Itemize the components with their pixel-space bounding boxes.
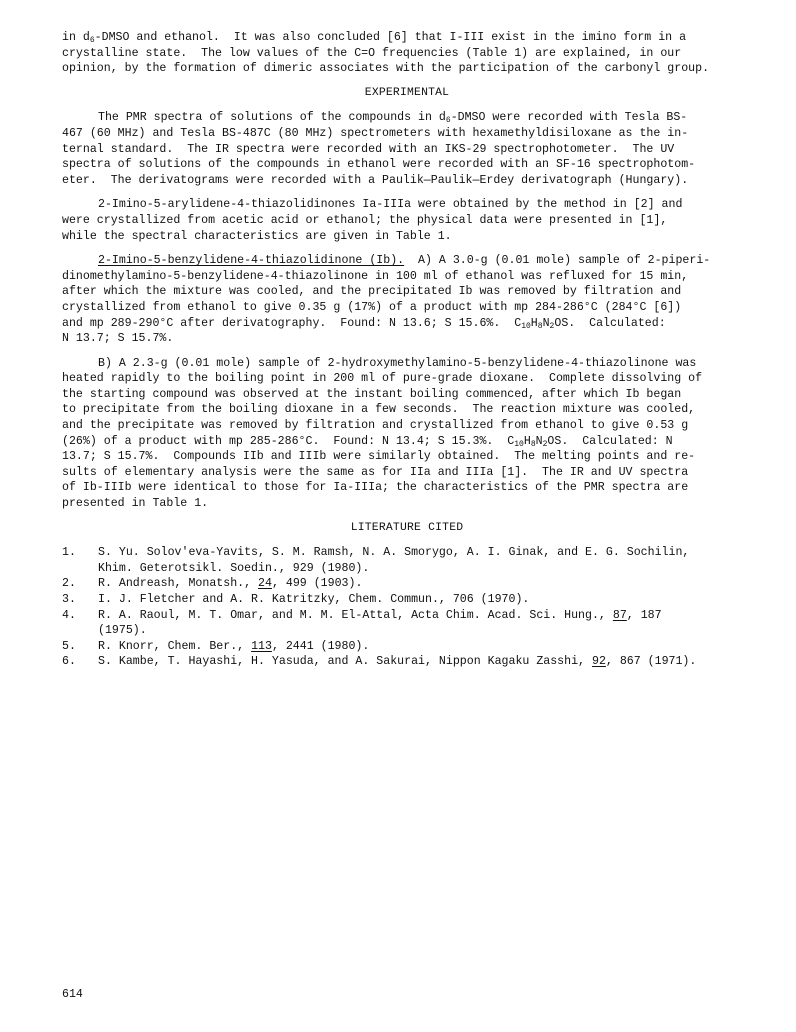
paragraph-line: and the precipitate was removed by filtration and crystallized from ethanol to give 0.53 g — [62, 419, 689, 433]
literature-heading: LITERATURE CITED — [350, 521, 464, 534]
reference-item: 1. S. Yu. Solov'eva-Yavits, S. M. Ramsh, N. A. Smorygo, A. I. Ginak, and E. G. Sochilin, — [62, 546, 690, 560]
paragraph-line: crystallized from ethanol to give 0.35 g (17%) of a product with mp 284-286°C (284°C [6]) — [62, 300, 682, 314]
paragraph-line: while the spectral characteristics are given in Table 1. — [62, 229, 452, 243]
paragraph-line: 467 (60 MHz) and Tesla BS-487C (80 MHz) spectrometers with hexamethyldisiloxane as the in- — [62, 126, 689, 140]
paragraph-line: dinomethylamino-5-benzylidene-4-thiazolinone in 100 ml of ethanol was refluxed for 15 min, — [62, 269, 689, 283]
paragraph-line: B) A 2.3-g (0.01 mole) sample of 2-hydroxymethylamino-5-benzylidene-4-thiazolinone was — [98, 356, 697, 370]
reference-item: 4. R. A. Raoul, M. T. Omar, and M. M. El-Attal, Acta Chim. Acad. Sci. Hung., 87, 187 — [62, 608, 662, 622]
reference-item-continued: Khim. Geterotsikl. Soedin., 929 (1980). — [98, 561, 370, 575]
paragraph-line: the starting compound was observed at the instant boiling commenced, after which Ib began — [62, 387, 682, 401]
reference-item: 2. R. Andreash, Monatsh., 24, 499 (1903). — [62, 577, 363, 591]
paragraph-line: N 13.7; S 15.7%. — [62, 332, 174, 346]
paragraph-line: 2-Imino-5-arylidene-4-thiazolidinones Ia-IIIa were obtained by the method in [2] and — [98, 198, 683, 212]
intro-line-3: opinion, by the formation of dimeric associates with the participation of the carbonyl group. — [62, 62, 710, 76]
page-body — [62, 30, 752, 670]
paragraph-line: of Ib-IIIb were identical to those for Ia-IIIa; the characteristics of the PMR spectra are — [62, 481, 689, 495]
paragraph-line: The PMR spectra of solutions of the compounds in $d_6$-DMSO were recorded with Tesla BS- — [98, 111, 688, 126]
paragraph-line: after which the mixture was cooled, and the precipitated Ib was removed by filtration and — [62, 285, 682, 299]
page-number: 614 — [62, 988, 83, 1001]
paragraph-line: were crystallized from acetic acid or ethanol; the physical data were presented in [1], — [62, 213, 668, 227]
intro-line-2: crystalline state. The low values of the C=O frequencies (Table 1) are explained, in our — [62, 46, 682, 60]
paragraph-line: sults of elementary analysis were the same as for IIa and IIIa [1]. The IR and UV spectra — [62, 465, 689, 479]
paragraph-line: presented in Table 1. — [62, 497, 209, 511]
reference-item: 6. S. Kambe, T. Hayashi, H. Yasuda, and A. Sakurai, Nippon Kagaku Zasshi, 92, 867 (1971). — [62, 655, 697, 669]
paragraph-line: spectra of solutions of the compounds in ethanol were recorded with an SF-16 spectrophotom- — [62, 158, 696, 172]
experimental-heading: EXPERIMENTAL — [364, 86, 450, 99]
paragraph-line: 2-Imino-5-benzylidene-4-thiazolidinone (Ib). A) A 3.0-g (0.01 mole) sample of 2-piperi- — [98, 254, 711, 268]
paragraph-line: ternal standard. The IR spectra were recorded with an IKS-29 spectrophotometer. The UV — [62, 142, 675, 156]
paragraph-line: to precipitate from the boiling dioxane in a few seconds. The reaction mixture was cooled, — [62, 403, 696, 417]
paragraph-line: heated rapidly to the boiling point in 200 ml of pure-grade dioxane. Complete dissolving of — [62, 372, 703, 386]
paragraph-line: eter. The derivatograms were recorded with a Paulik—Paulik—Erdey derivatograph (Hungary). — [62, 173, 689, 187]
paragraph-line: (26%) of a product with mp 285-286°C. Found: N 13.4; S 15.3%. $C_{10}H_8N_2OS$. Calculated: N — [62, 434, 673, 449]
reference-item: 5. R. Knorr, Chem. Ber., 113, 2441 (1980). — [62, 639, 370, 653]
reference-item: 3. I. J. Fletcher and A. R. Katritzky, Chem. Commun., 706 (1970). — [62, 593, 530, 606]
reference-list — [62, 545, 752, 670]
intro-line-1: in $d_6$-DMSO and ethanol. It was also concluded [6] that I-III exist in the imino form in a — [62, 31, 687, 45]
reference-item-continued: (1975). — [98, 624, 147, 638]
paragraph-line: 13.7; S 15.7%. Compounds IIb and IIIb were similarly obtained. The melting points and re- — [62, 450, 696, 464]
compound-title: 2-Imino-5-benzylidene-4-thiazolidinone (Ib). — [98, 254, 405, 268]
paragraph-line: and mp 289-290°C after derivatography. Found: N 13.6; S 15.6%. $C_{10}H_8N_2OS$. Calculated: — [62, 316, 666, 331]
